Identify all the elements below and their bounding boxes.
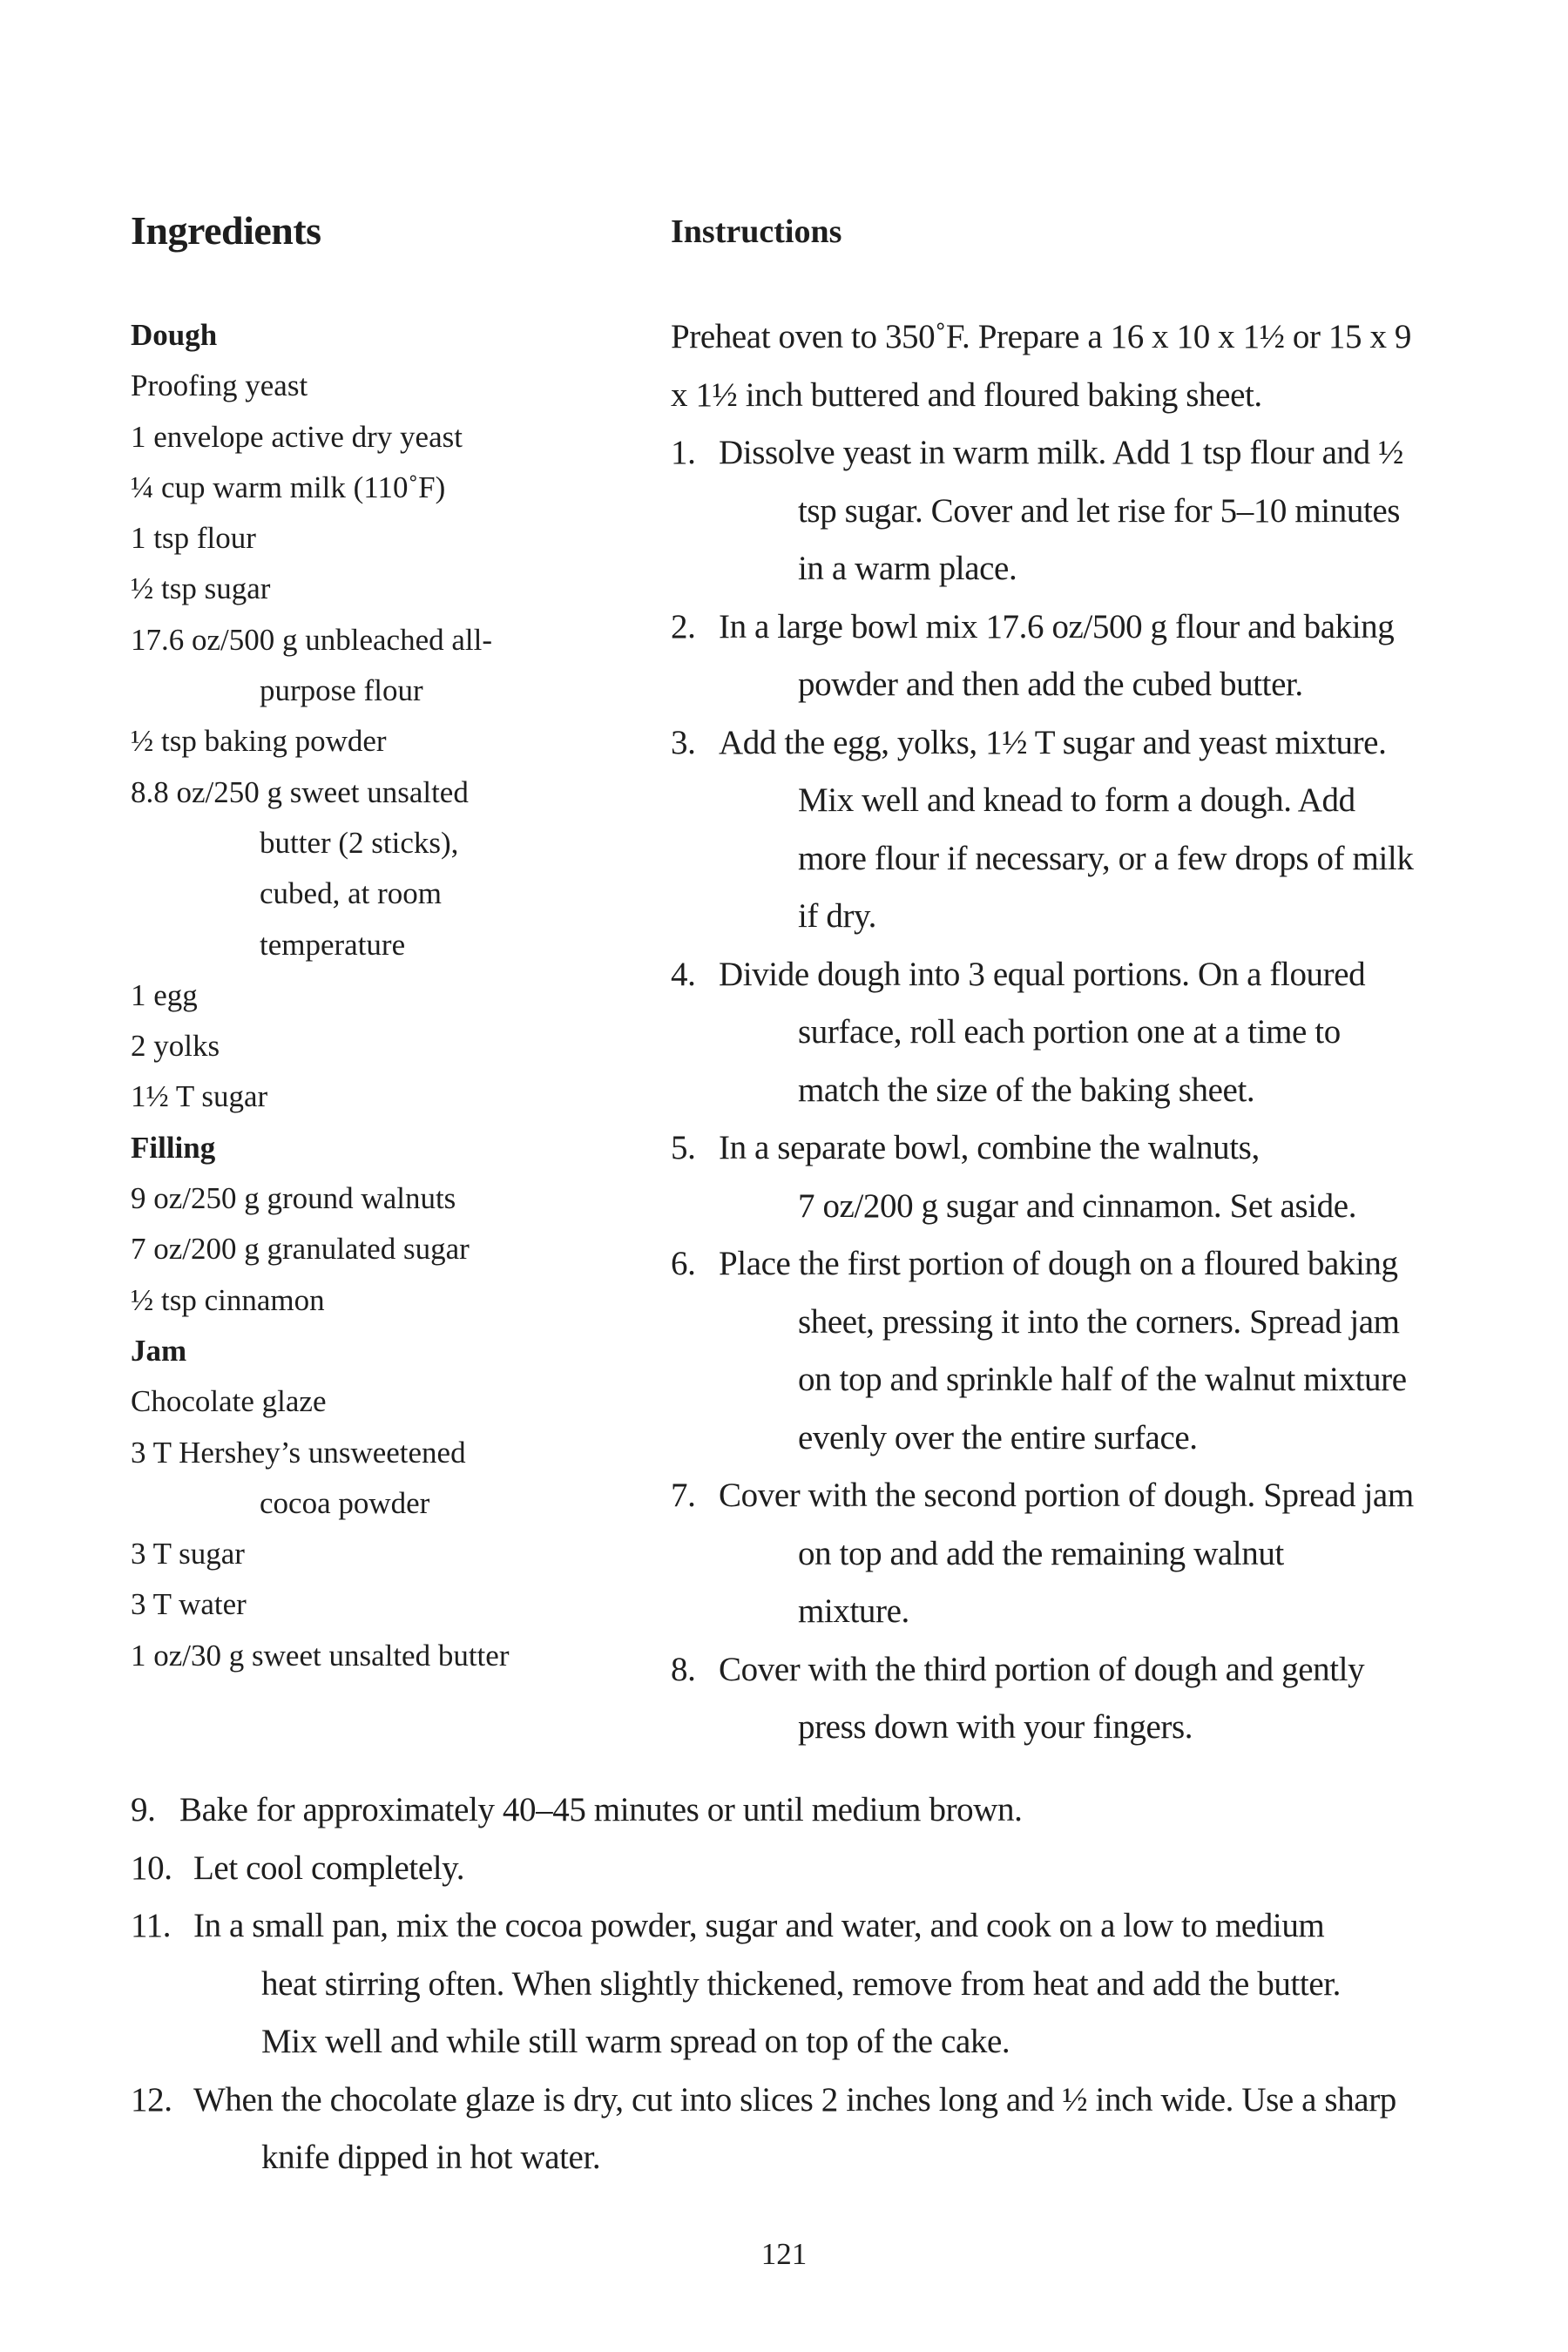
step-text: on top and add the remaining walnut — [798, 1534, 1284, 1572]
step-text: powder and then add the cubed butter. — [798, 666, 1303, 703]
instruction-step — [671, 1119, 1455, 1235]
ingredient-line: 8.8 oz/250 g sweet unsalted — [131, 774, 469, 809]
ingredient-line: temperature — [260, 927, 406, 962]
step-text: In a small pan, mix the cocoa powder, sugar and water, and cook on a low to medium — [193, 1907, 1325, 1944]
step-number: 8. — [671, 1650, 696, 1688]
step-line — [131, 1781, 1437, 1840]
step-number: 6. — [671, 1245, 696, 1282]
instruction-step — [131, 2072, 1437, 2187]
step-line — [671, 598, 1455, 657]
ingredient-line: ½ tsp cinnamon — [131, 1282, 325, 1317]
step-text: in a warm place. — [798, 550, 1017, 587]
step-text: Divide dough into 3 equal portions. On a floured — [719, 955, 1366, 993]
ingredient-section-heading: Jam — [131, 1333, 187, 1368]
step-text: When the chocolate glaze is dry, cut into slices 2 inches long and ½ inch wide. Use a sharp — [193, 2080, 1396, 2119]
step-text: Add the egg, yolks, 1½ T sugar and yeast mixture. — [719, 723, 1387, 761]
ingredient-line: purpose flour — [260, 673, 423, 708]
ingredient-section-heading: Dough — [131, 318, 218, 352]
step-line — [671, 714, 1455, 773]
ingredient-section-heading: Filling — [131, 1130, 216, 1165]
step-text: Mix well and while still warm spread on top of the cake. — [261, 2023, 1010, 2060]
instruction-step — [131, 1840, 1437, 1898]
instruction-step — [671, 424, 1455, 598]
step-line — [671, 1235, 1455, 1294]
step-text: match the size of the baking sheet. — [798, 1071, 1255, 1109]
step-number: 9. — [131, 1791, 156, 1828]
instruction-step — [671, 1641, 1455, 1757]
instructions-heading: Instructions — [671, 213, 842, 250]
ingredient-line: Chocolate glaze — [131, 1384, 327, 1419]
step-line — [671, 1467, 1455, 1525]
step-number: 7. — [671, 1477, 696, 1514]
step-text: on top and sprinkle half of the walnut mixture — [798, 1361, 1407, 1398]
step-text: 7 oz/200 g sugar and cinnamon. Set aside. — [798, 1186, 1357, 1225]
instructions-column — [671, 207, 1455, 1757]
step-text: Mix well and knead to form a dough. Add — [798, 781, 1355, 819]
instructions-intro — [671, 308, 1455, 424]
ingredient-line: cubed, at room — [260, 876, 442, 911]
instruction-step — [671, 598, 1455, 714]
step-text: knife dipped in hot water. — [261, 2139, 601, 2176]
ingredient-line: 2 yolks — [131, 1029, 220, 1064]
step-text: heat stirring often. When slightly thickened, remove from heat and add the butter. — [261, 1964, 1342, 2003]
instruction-step — [131, 1781, 1437, 1840]
step-text: In a large bowl mix 17.6 oz/500 g flour and baking — [719, 607, 1395, 645]
instruction-steps-continued — [131, 1781, 1437, 2187]
step-line — [131, 1897, 1437, 1956]
ingredient-line: 3 T Hershey’s unsweetened — [131, 1435, 466, 1470]
ingredient-line: 1 oz/30 g sweet unsalted butter — [131, 1638, 510, 1673]
step-text: sheet, pressing it into the corners. Spread jam — [798, 1302, 1400, 1341]
step-line — [671, 946, 1455, 1004]
step-number: 4. — [671, 955, 696, 993]
instruction-step — [671, 1467, 1455, 1641]
step-number: 2. — [671, 607, 696, 645]
step-text: Dissolve yeast in warm milk. Add 1 tsp flour and ½ — [719, 434, 1403, 471]
step-number: 3. — [671, 723, 696, 761]
step-line — [671, 1119, 1455, 1178]
intro-line: Preheat oven to 350˚F. Prepare a 16 x 10 x 1½ or 15 x 9 — [671, 318, 1412, 355]
step-text: Place the first portion of dough on a floured baking — [719, 1245, 1398, 1282]
instruction-steps — [671, 424, 1455, 1757]
ingredient-line: 1 envelope active dry yeast — [131, 419, 463, 454]
step-line — [671, 1641, 1455, 1700]
step-text: Cover with the third portion of dough and gently — [719, 1650, 1365, 1688]
page-number: 121 — [760, 2237, 808, 2271]
ingredient-line: ¼ cup warm milk (110˚F) — [131, 470, 446, 504]
step-text: Let cool completely. — [193, 1848, 465, 1887]
ingredient-line: 17.6 oz/500 g unbleached all- — [131, 622, 493, 657]
step-text: Cover with the second portion of dough. Spread jam — [719, 1477, 1414, 1514]
step-text: tsp sugar. Cover and let rise for 5–10 minutes — [798, 491, 1401, 530]
step-number: 5. — [671, 1129, 696, 1166]
ingredient-line: 7 oz/200 g granulated sugar — [131, 1232, 470, 1267]
ingredients-heading: Ingredients — [131, 208, 321, 253]
ingredient-line: Proofing yeast — [131, 368, 308, 403]
instruction-step — [131, 1897, 1437, 2072]
ingredient-line: 3 T sugar — [131, 1537, 245, 1571]
ingredient-line: ½ tsp baking powder — [131, 724, 387, 759]
step-text: if dry. — [798, 897, 876, 935]
step-text: In a separate bowl, combine the walnuts, — [719, 1129, 1260, 1166]
step-number: 11. — [131, 1907, 172, 1944]
step-text: surface, roll each portion one at a time to — [798, 1013, 1341, 1051]
step-line — [131, 2072, 1437, 2130]
instruction-step — [671, 714, 1455, 946]
step-text: more flour if necessary, or a few drops of milk — [798, 839, 1414, 877]
ingredients-column — [131, 207, 618, 1681]
step-line — [671, 424, 1455, 483]
instruction-step — [671, 1235, 1455, 1467]
ingredient-line: 1 tsp flour — [131, 521, 256, 556]
ingredient-line: 1½ T sugar — [131, 1079, 268, 1114]
ingredient-line: butter (2 sticks), — [260, 825, 459, 860]
step-text: evenly over the entire surface. — [798, 1418, 1198, 1456]
step-text: mixture. — [798, 1592, 909, 1630]
step-number: 12. — [131, 2080, 172, 2119]
ingredient-line: 9 oz/250 g ground walnuts — [131, 1181, 456, 1216]
step-number: 1. — [671, 434, 696, 471]
ingredients-list — [131, 310, 618, 1681]
step-text: Bake for approximately 40–45 minutes or until medium brown. — [179, 1791, 1023, 1828]
ingredient-line: cocoa powder — [260, 1485, 430, 1520]
intro-line: x 1½ inch buttered and floured baking sheet. — [671, 375, 1262, 414]
instruction-step — [671, 946, 1455, 1120]
step-line — [131, 1840, 1437, 1898]
ingredient-line: ½ tsp sugar — [131, 571, 271, 606]
ingredient-line: 1 egg — [131, 977, 198, 1012]
step-number: 10. — [131, 1848, 172, 1887]
ingredient-line: 3 T water — [131, 1587, 247, 1622]
step-text: press down with your fingers. — [798, 1708, 1193, 1746]
